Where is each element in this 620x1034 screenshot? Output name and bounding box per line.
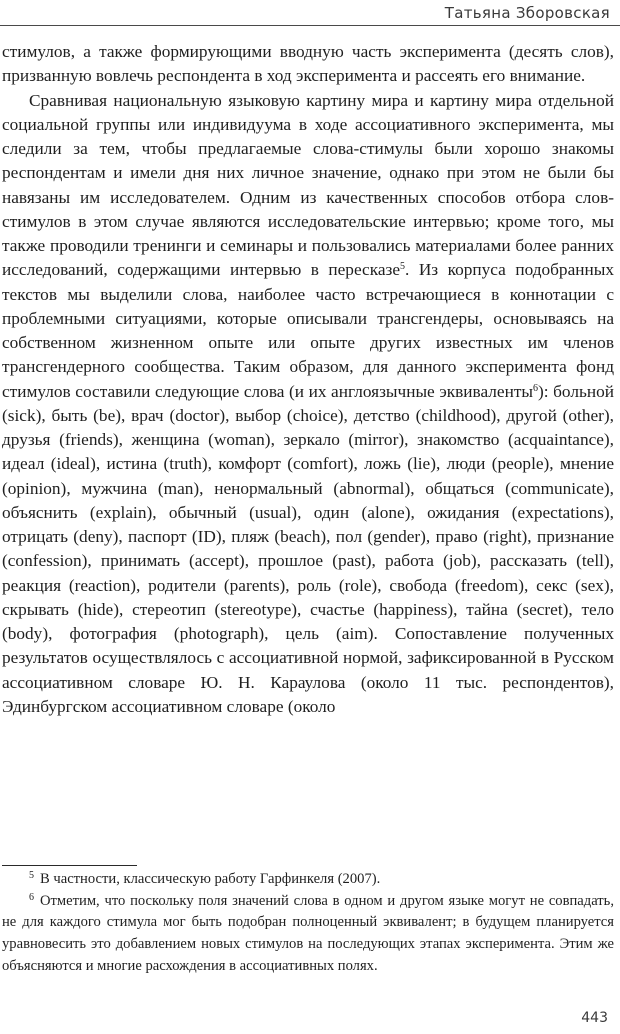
- footnote-6-text: Отметим, что поскольку поля значений слова в одном и другом языке могут не совпадать, не для каждого стимула мог быть подобран полноценный эквивалент; в будущем планируется уравновесить это добавлением новых стимулов на последующих этапах эксперимента. Этим же объясняются и многие расхождения в ассоциативных полях.: [2, 892, 614, 974]
- paragraph-2-part-b: . Из корпуса подобранных текстов мы выделили слова, наиболее часто встречающиеся в коннотации с проблемными ситуациями, которые описывали трансгендеры, основываясь на собственном жизненном опыте или опыте других известных им членов трансгендерного сообщества. Таким образом, для данного эксперимента фонд стимулов составили следующие слова (и их англоязычные эквиваленты: [2, 260, 614, 401]
- paragraph-1: стимулов, а также формирующими вводную часть эксперимента (десять слов), призванную вовлечь респондента в ход эксперимента и рассеять его внимание.: [2, 42, 614, 86]
- footnote-ref-5[interactable]: 5: [400, 261, 406, 273]
- footnotes: [2, 869, 614, 978]
- footnote-5: [2, 869, 614, 891]
- header-rule: [0, 25, 620, 26]
- footnote-5-text: В частности, классическую работу Гарфинкеля (2007).: [40, 871, 381, 887]
- paragraph-2: [2, 89, 614, 720]
- footnote-6: [2, 891, 614, 978]
- footnote-ref-6[interactable]: 6: [533, 382, 538, 394]
- footnote-rule: [2, 865, 137, 866]
- page-number: 443: [581, 1010, 608, 1026]
- paragraph-2-part-a: Сравнивая национальную языковую картину мира и картину мира отдельной социальной группы или индивидуума в ходе ассоциативного эксперимента, мы следили за тем, чтобы предлагаемые слова-стимулы были хорошо знакомы респондентам и имели дня них личное значение, однако при этом не были бы навязаны им исследователем. Одним из качественных способов отбора слов-стимулов в этом случае являются исследовательские интервью; кроме того, мы также проводили тренинги и семинары и пользовались материалами более ранних исследований, содержащими интервью в пересказе: [2, 90, 614, 280]
- paragraph-2-part-c: ): больной (sick), быть (be), врач (doctor), выбор (choice), детство (childhood), другой (other), друзья (friends), женщина (woman), зеркало (mirror), знакомство (acquaintance), идеал (ideal), истина (truth), комфорт (comfort), ложь (lie), люди (people), мнение (opinion), мужчина (man), ненормальный (abnormal), общаться (communicate), объяснить (explain), обычный (usual), один (alone), ожидания (expectations), отрицать (deny), паспорт (ID), пляж (beach), пол (gender), право (right), признание (confession), принимать (accept), прошлое (past), работа (job), рассказать (tell), реакция (reaction), родители (parents), роль (role), свобода (freedom), секс (sex), скрывать (hide), стереотип (stereotype), счастье (happiness), тайна (secret), тело (body), фотография (photograph), цель (aim). Сопоставление полученных результатов осуществлялось с ассоциативной нормой, зафиксированной в Русском ассоциативном словаре Ю. Н. Караулова (около 11 тыс. респондентов), Эдинбургском ассоциативном словаре (около: [2, 381, 614, 716]
- main-text: [2, 40, 614, 719]
- footnote-6-mark: 6: [29, 891, 34, 903]
- running-head-author: Татьяна Зборовская: [444, 4, 610, 22]
- footnote-5-mark: 5: [29, 870, 34, 881]
